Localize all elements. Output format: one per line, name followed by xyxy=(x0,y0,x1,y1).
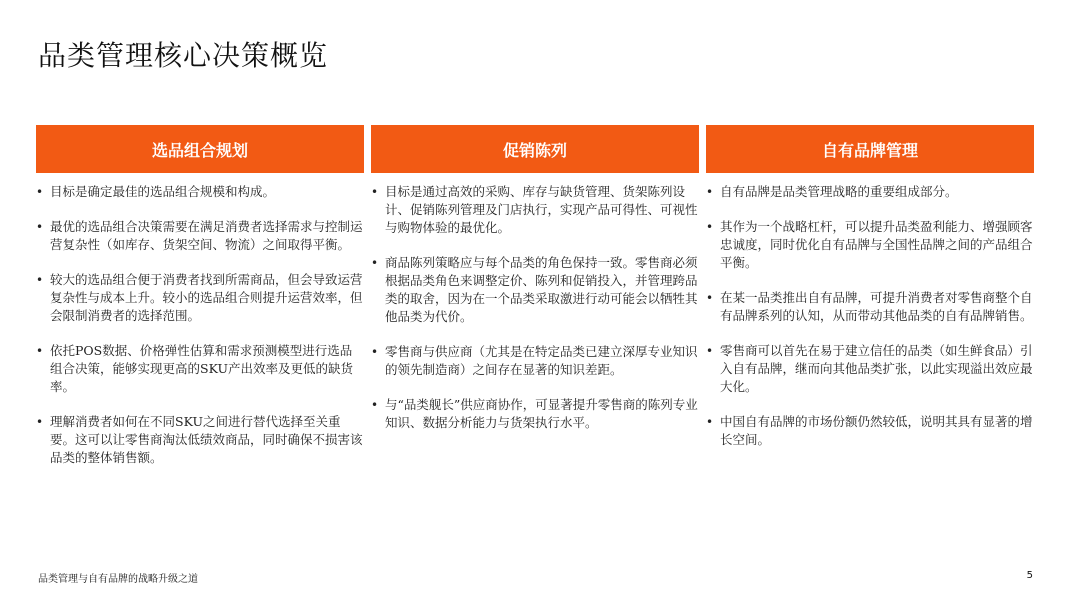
bullet-icon: • xyxy=(706,344,714,358)
bullet-text: 较大的选品组合便于消费者找到所需商品，但会导致运营复杂性与成本上升。较小的选品组合则提升运营效率，但会限制消费者的选择范围。 xyxy=(50,272,363,323)
bullet-text: 在某一品类推出自有品牌，可提升消费者对零售商整个自有品牌系列的认知，从而带动其他品类的自有品牌销售。 xyxy=(720,290,1033,323)
list-item xyxy=(706,413,1034,449)
list-item xyxy=(36,271,364,325)
page-title: 品类管理核心决策概览 xyxy=(38,39,329,72)
list-item xyxy=(36,218,364,254)
bullet-list-private-label xyxy=(706,183,1034,449)
column-header-promotion-display: 促销陈列 xyxy=(371,125,699,173)
list-item xyxy=(371,396,699,432)
bullet-text: 零售商与供应商（尤其是在特定品类已建立深厚专业知识的领先制造商）之间存在显著的知识差距。 xyxy=(385,344,698,377)
list-item xyxy=(36,342,364,396)
column-promotion-display xyxy=(371,125,699,484)
bullet-icon: • xyxy=(706,291,714,305)
column-assortment xyxy=(36,125,364,484)
list-item xyxy=(371,254,699,326)
bullet-icon: • xyxy=(371,185,379,199)
bullet-text: 中国自有品牌的市场份额仍然较低，说明其具有显著的增长空间。 xyxy=(720,414,1033,447)
list-item xyxy=(706,289,1034,325)
bullet-text: 理解消费者如何在不同SKU之间进行替代选择至关重要。这可以让零售商淘汰低绩效商品，同时确保不损害该品类的整体销售额。 xyxy=(50,414,363,465)
content-columns xyxy=(36,125,1035,484)
bullet-text: 与“品类舰长”供应商协作，可显著提升零售商的陈列专业知识、数据分析能力与货架执行水平。 xyxy=(385,397,698,430)
bullet-list-promotion-display xyxy=(371,183,699,432)
column-header-assortment: 选品组合规划 xyxy=(36,125,364,173)
list-item xyxy=(706,342,1034,396)
bullet-text: 零售商可以首先在易于建立信任的品类（如生鲜食品）引入自有品牌，继而向其他品类扩张，以此实现溢出效应最大化。 xyxy=(720,343,1033,394)
list-item xyxy=(371,343,699,379)
bullet-text: 其作为一个战略杠杆，可以提升品类盈利能力、增强顾客忠诚度，同时优化自有品牌与全国性品牌之间的产品组合平衡。 xyxy=(720,219,1033,270)
bullet-icon: • xyxy=(36,273,44,287)
bullet-icon: • xyxy=(371,256,379,270)
bullet-icon: • xyxy=(371,345,379,359)
bullet-list-assortment xyxy=(36,183,364,467)
bullet-icon: • xyxy=(706,220,714,234)
bullet-text: 最优的选品组合决策需要在满足消费者选择需求与控制运营复杂性（如库存、货架空间、物流）之间取得平衡。 xyxy=(50,219,363,252)
bullet-icon: • xyxy=(36,344,44,358)
list-item xyxy=(36,183,364,201)
bullet-icon: • xyxy=(706,415,714,429)
bullet-icon: • xyxy=(706,185,714,199)
bullet-icon: • xyxy=(36,185,44,199)
bullet-text: 商品陈列策略应与每个品类的角色保持一致。零售商必须根据品类角色来调整定价、陈列和促销投入，并管理跨品类的取舍，因为在一个品类采取激进行动可能会以牺牲其他品类为代价。 xyxy=(385,255,698,324)
bullet-icon: • xyxy=(36,415,44,429)
column-header-private-label: 自有品牌管理 xyxy=(706,125,1034,173)
footer-text: 品类管理与自有品牌的战略升级之道 xyxy=(38,574,198,585)
list-item xyxy=(706,183,1034,201)
bullet-icon: • xyxy=(371,398,379,412)
list-item xyxy=(706,218,1034,272)
column-private-label xyxy=(706,125,1034,484)
bullet-text: 依托POS数据、价格弹性估算和需求预测模型进行选品组合决策，能够实现更高的SKU产出效率及更低的缺货率。 xyxy=(50,343,353,394)
bullet-text: 目标是通过高效的采购、库存与缺货管理、货架陈列设计、促销陈列管理及门店执行，实现产品可得性、可视性与购物体验的最优化。 xyxy=(385,184,698,235)
bullet-text: 目标是确定最佳的选品组合规模和构成。 xyxy=(50,184,276,199)
page-number: 5 xyxy=(1026,570,1033,581)
bullet-icon: • xyxy=(36,220,44,234)
list-item xyxy=(36,413,364,467)
list-item xyxy=(371,183,699,237)
bullet-text: 自有品牌是品类管理战略的重要组成部分。 xyxy=(720,184,958,199)
